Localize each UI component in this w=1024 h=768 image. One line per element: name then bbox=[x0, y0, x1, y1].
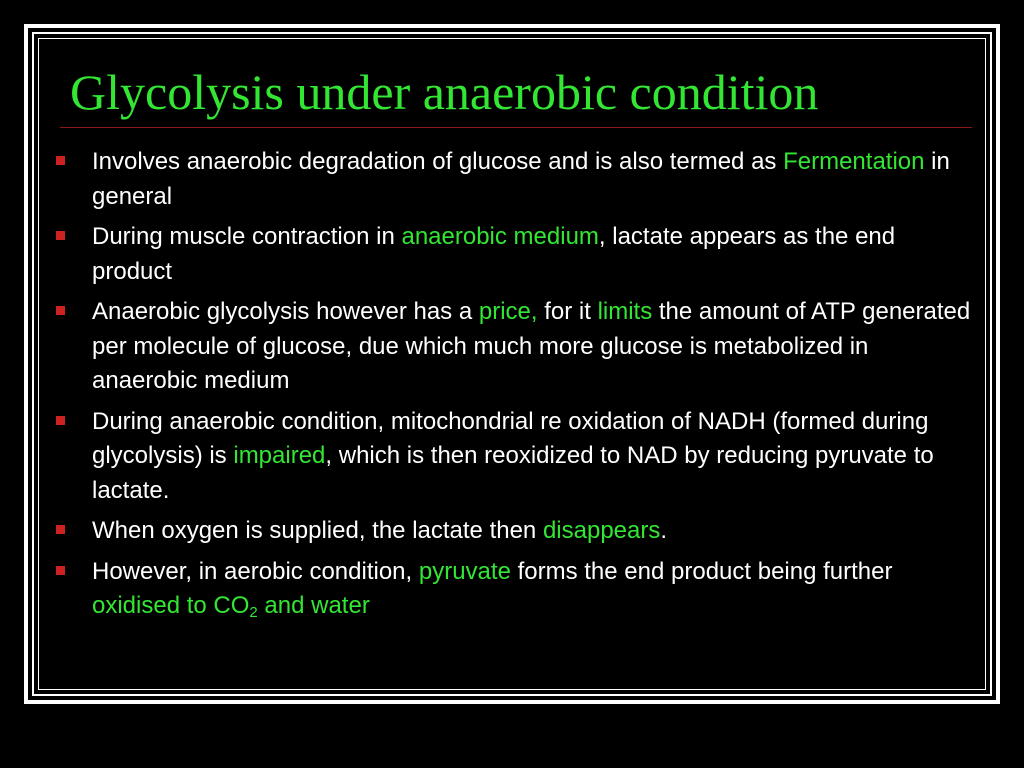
highlight-term: pyruvate bbox=[418, 557, 511, 585]
highlight-term: Fermentation bbox=[783, 148, 925, 175]
bullet-text: During muscle contraction in bbox=[92, 223, 402, 250]
bullet-text: , lactate appears as the end product bbox=[92, 223, 896, 285]
bullet-item-nadh-reoxidation bbox=[92, 405, 972, 509]
highlight-term: anaerobic medium bbox=[401, 223, 599, 250]
bullet-text: Anaerobic glycolysis however has a bbox=[92, 298, 479, 325]
bullet-text: During anaerobic condition, mitochondrial re oxidation of NADH (formed during glycolysis) is bbox=[92, 407, 929, 469]
bullet-item-atp-limits bbox=[92, 295, 972, 399]
bullet-text: in general bbox=[92, 148, 950, 210]
highlight-term: limits bbox=[597, 298, 653, 325]
bullet-text: forms the end product being further bbox=[510, 557, 893, 585]
title-divider bbox=[60, 127, 972, 128]
highlight-term: price, bbox=[478, 298, 538, 325]
bullet-item-oxygen-supplied bbox=[92, 514, 972, 549]
bullet-text: the amount of ATP generated per molecule of glucose, due which much more glucose is metabolized in anaerobic medium bbox=[92, 298, 971, 394]
bullet-text: However, in aerobic condition, bbox=[92, 557, 419, 585]
subscript-2: 2 bbox=[249, 604, 258, 621]
bullet-text: , which is then reoxidized to NAD by reducing pyruvate to lactate. bbox=[92, 442, 934, 504]
square-bullet-icon bbox=[56, 525, 65, 534]
square-bullet-icon bbox=[56, 156, 65, 165]
bullet-list bbox=[92, 145, 972, 630]
square-bullet-icon bbox=[56, 566, 65, 575]
bullet-text: . bbox=[660, 517, 668, 544]
bullet-text: When oxygen is supplied, the lactate then bbox=[92, 517, 543, 544]
bullet-text: Involves anaerobic degradation of glucose and is also termed as bbox=[92, 148, 784, 175]
square-bullet-icon bbox=[56, 306, 65, 315]
highlight-term: oxidised to CO bbox=[92, 592, 250, 619]
bullet-item-fermentation bbox=[92, 145, 972, 214]
slide-title: Glycolysis under anaerobic condition bbox=[70, 64, 819, 120]
bullet-item-muscle-contraction bbox=[92, 220, 972, 289]
square-bullet-icon bbox=[56, 231, 65, 240]
square-bullet-icon bbox=[56, 416, 65, 425]
bullet-item-aerobic-condition bbox=[92, 555, 972, 624]
highlight-term: and water bbox=[257, 592, 370, 619]
bullet-text: for it bbox=[537, 298, 598, 325]
highlight-term: impaired bbox=[233, 442, 326, 469]
highlight-term: disappears bbox=[542, 517, 661, 544]
